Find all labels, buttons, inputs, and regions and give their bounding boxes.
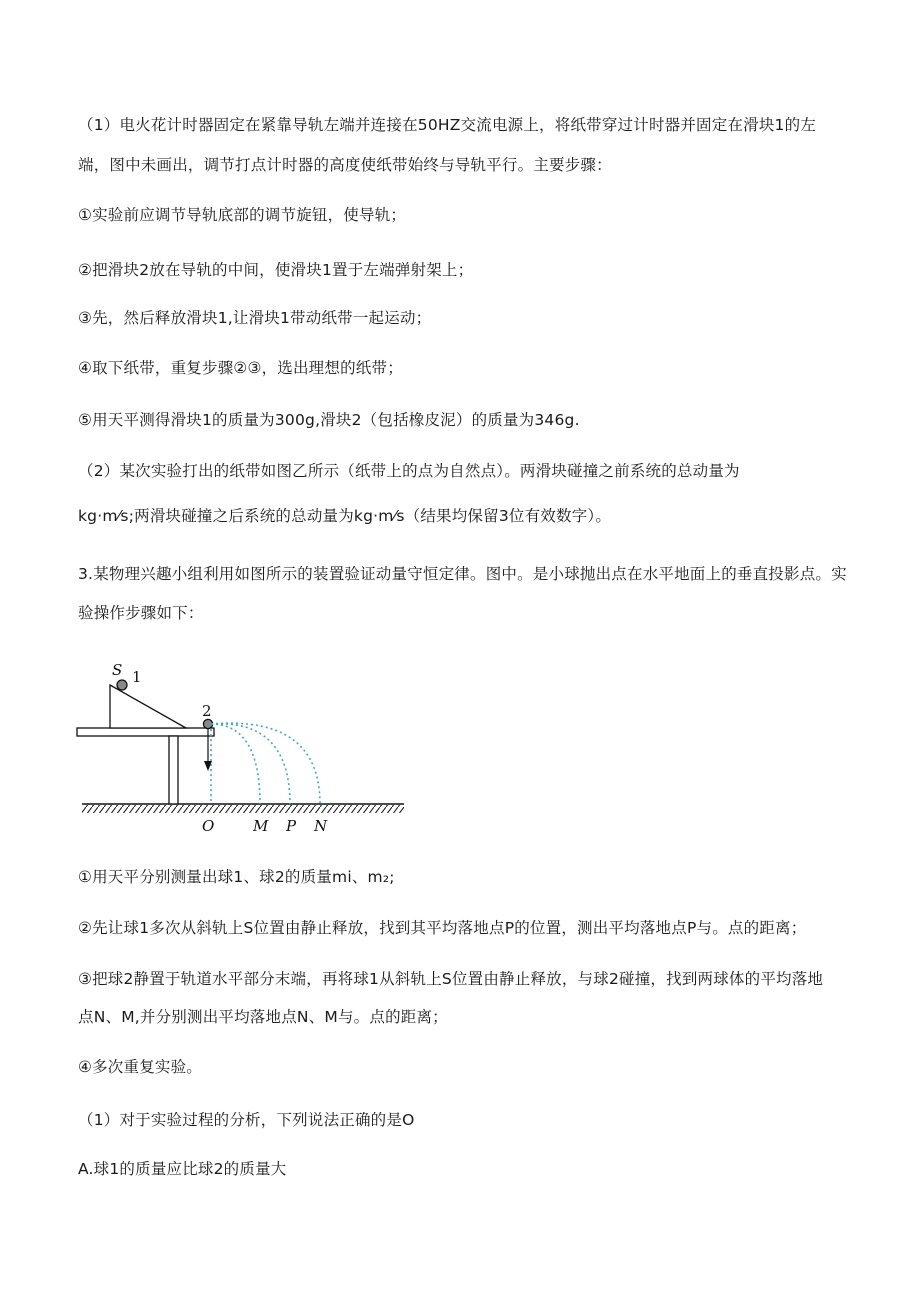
trajectory-M — [211, 724, 260, 804]
step-item: ②先让球1多次从斜轨上S位置由静止释放，找到其平均落地点P的位置，测出平均落地点P与。点的距离； — [78, 919, 807, 937]
question-line: （1）对于实验过程的分析，下列说法正确的是O — [78, 1111, 415, 1129]
step-item: ⑤用天平测得滑块1的质量为300g,滑块2（包括橡皮泥）的质量为346g. — [78, 411, 580, 429]
label-N: N — [314, 817, 328, 835]
step-item: ④取下纸带，重复步骤②③，选出理想的纸带； — [78, 359, 403, 377]
label-O: O — [202, 817, 215, 835]
label-M: M — [253, 817, 269, 835]
step-item: ①用天平分别测量出球1、球2的质量mi、m₂; — [78, 868, 395, 886]
paragraph-line: 端，图中未画出，调节打点计时器的高度使纸带始终与导轨平行。主要步骤： — [78, 156, 612, 174]
step-item: ②把滑块2放在导轨的中间，使滑块1置于左端弹射架上； — [78, 261, 474, 279]
step-item: 点Ν、M,并分别测出平均落地点N、M与。点的距离； — [78, 1008, 448, 1026]
ball-1 — [117, 680, 127, 690]
question-line: kg·m⁄s;两滑块碰撞之后系统的总动量为kg·m⁄s（结果均保留3位有效数字）。 — [78, 507, 612, 525]
label-S: S — [112, 661, 123, 679]
label-2: 2 — [202, 702, 212, 720]
step-item: ③把球2静置于轨道水平部分末端，再将球1从斜轨上S位置由静止释放，与球2碰撞，找到两球体的平均落地 — [78, 970, 824, 988]
option-a: A.球1的质量应比球2的质量大 — [78, 1160, 287, 1178]
step-item: ③先，然后释放滑块1,让滑块1带动纸带一起运动； — [78, 309, 432, 327]
table-top — [77, 728, 214, 736]
trajectory-P — [211, 724, 290, 804]
problem-3-intro: 3.某物理兴趣小组利用如图所示的装置验证动量守恒定律。图中。是小球抛出点在水平地面上的垂直投影点。实 — [78, 565, 847, 583]
step-item: ①实验前应调节导轨底部的调节旋钮，使导轨； — [78, 206, 407, 224]
experiment-diagram — [74, 655, 409, 840]
step-item: ④多次重复实验。 — [78, 1058, 202, 1076]
table-leg — [169, 736, 178, 804]
problem-3-intro: 验操作步骤如下： — [78, 604, 204, 622]
trajectory-N — [211, 723, 320, 804]
experiment-figure — [74, 655, 409, 840]
ground-hatching — [82, 805, 404, 813]
incline-ramp — [110, 685, 186, 728]
question-line: （2）某次实验打出的纸带如图乙所示（纸带上的点为自然点）。两滑块碰撞之前系统的总动量为 — [78, 462, 740, 480]
label-1: 1 — [132, 668, 142, 686]
paragraph-line: （1）电火花计时器固定在紧靠导轨左端并连接在50HZ交流电源上，将纸带穿过计时器并固定在滑块1的左 — [78, 116, 817, 134]
label-P: P — [286, 817, 297, 835]
